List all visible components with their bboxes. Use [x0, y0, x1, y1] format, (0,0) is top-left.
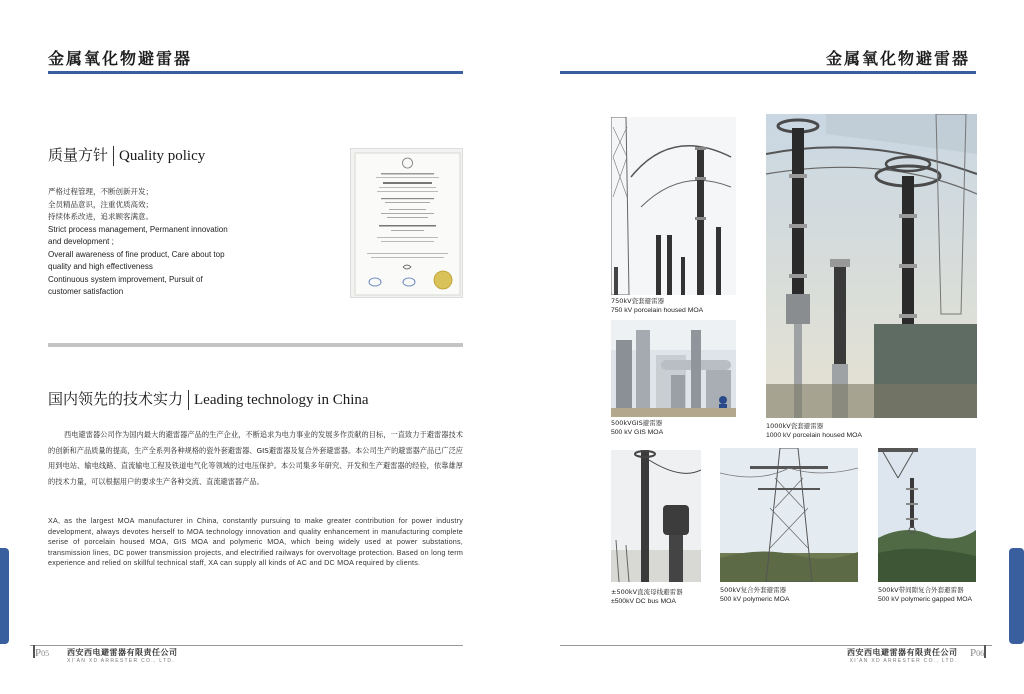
right-header-rule [560, 71, 976, 74]
photo-500kv-polymeric-gapped-moa [878, 448, 976, 582]
photo-tower-graphic [720, 448, 858, 582]
caption-500kv-polymeric [720, 586, 790, 604]
left-page-number [33, 641, 49, 660]
quality-line-en: Continuous system improvement, Pursuit of [48, 274, 203, 284]
caption-500kv-dc [611, 588, 683, 606]
photo-1000kv-graphic [766, 114, 977, 418]
technology-heading-en: Leading technology in China [194, 392, 369, 408]
technology-heading-cn: 国内领先的技术实力 [48, 390, 184, 408]
photo-500kv-dc-bus-moa [611, 450, 701, 582]
quality-line-en: Strict process management, Permanent innovation [48, 224, 228, 234]
quality-heading-en: Quality policy [119, 148, 206, 164]
company-name-cn: 西安西电避雷器有限责任公司 [67, 648, 178, 657]
caption-1000kv [766, 422, 862, 440]
heading-divider [113, 146, 114, 166]
caption-cn: 500kV复合外套避雷器 [720, 586, 787, 594]
caption-500kv-gis [611, 419, 663, 437]
company-name-cn: 西安西电避雷器有限责任公司 [847, 648, 958, 657]
caption-cn: ±500kV直流母线避雷器 [611, 588, 683, 596]
quality-heading-cn: 质量方针 [48, 146, 109, 164]
photo-750kv-graphic [611, 117, 736, 295]
iso-certificate-image [350, 148, 463, 298]
technology-heading [48, 388, 369, 410]
right-page-number [970, 641, 986, 660]
photo-500kv-polymeric-moa [720, 448, 858, 582]
left-side-tab [0, 548, 9, 644]
quality-line-cn: 持续体系改进，追求顾客满意。 [48, 212, 153, 221]
caption-en: 500 kV GIS MOA [611, 429, 664, 436]
page-number: 06 [976, 649, 985, 658]
heading-divider [188, 390, 189, 410]
right-page-title: 金属氧化物避雷器 [826, 49, 971, 68]
quality-line-cn: 严格过程管理，不断创新开发； [48, 187, 153, 196]
right-company [847, 647, 958, 664]
caption-en: 750 kV porcelain housed MOA [611, 307, 704, 314]
caption-en: 500 kV polymeric gapped MOA [878, 596, 973, 603]
quality-line-en: quality and high effectiveness [48, 262, 153, 271]
quality-line-en: customer satisfaction [48, 287, 124, 296]
right-footer-rule [560, 645, 992, 646]
company-name-en: XI'AN XD ARRESTER CO., LTD. [67, 658, 175, 664]
caption-cn: 750kV瓷套避雷器 [611, 297, 665, 305]
quality-line-cn: 全员精品意识，注重优质高效； [48, 199, 153, 209]
caption-cn: 1000kV瓷套避雷器 [766, 422, 824, 430]
photo-1000kv-porcelain-moa [766, 114, 977, 418]
page-number: 05 [41, 649, 50, 658]
left-company [67, 647, 178, 664]
photo-500kv-gis-moa [611, 320, 736, 417]
quality-text [48, 186, 288, 299]
certificate-graphic [351, 149, 464, 299]
right-side-tab [1009, 548, 1024, 644]
left-header-rule [48, 71, 463, 74]
caption-750kv [611, 297, 703, 315]
quality-line-en: Overall awareness of fine product, Care about top [48, 249, 225, 259]
caption-en: 1000 kV porcelain housed MOA [766, 432, 862, 439]
technology-paragraph-cn: 西电避雷器公司作为国内最大的避雷器产品的生产企业，不断追求为电力事业的发展多作贡献的目标，一直致力于避雷器技术的创新和产品质量的提高，生产全系列各种规格的瓷外套避雷器、GIS避雷器及复合外套避雷器。本公司生产的避雷器产品已广泛应用到电站、输电线路、直流输电工程及铁道电气化等领域的过电压保护。本公司集多年研究、开发和生产避雷器的经验，依靠雄厚的技术力量，可以根据用户的要求生产各种交流、直流避雷器产品。 [48, 430, 463, 486]
photo-gis-graphic [611, 320, 736, 417]
page-prefix: P [970, 647, 977, 659]
page-number-bar [984, 645, 986, 658]
caption-cn: 500kV带间隙复合外套避雷器 [878, 586, 964, 594]
caption-en: 500 kV polymeric MOA [720, 596, 790, 603]
technology-paragraph-en: XA, as the largest MOA manufacturer in China, constantly pursuing to make greater contribution for power industry development, always devotes herself to MOA technology innovation and quality enhancement in manufacturing complete serise of porcelain housed MOA, GIS MOA and polymeric MOA, which being widely used at power substations, transmission lines, DC power transmission projects, and electrified railways for overvoltage protection. Based on long term experience and relied on skillful technical staff, XA can supply all kinds of AC and DC MOA required by clients. [48, 516, 463, 567]
caption-cn: 500kVGIS避雷器 [611, 419, 663, 427]
left-page-title: 金属氧化物避雷器 [48, 49, 193, 68]
company-name-en: XI'AN XD ARRESTER CO., LTD. [849, 658, 958, 664]
quality-heading [48, 144, 205, 166]
section-divider [48, 343, 463, 347]
photo-750kv-porcelain-moa [611, 117, 736, 295]
left-footer-rule [30, 645, 463, 646]
photo-gapped-graphic [878, 448, 976, 582]
caption-en: ±500kV DC bus MOA [611, 598, 676, 605]
quality-line-en: and development ; [48, 237, 114, 246]
page-prefix: P [35, 647, 42, 659]
photo-dc-graphic [611, 450, 701, 582]
caption-500kv-gapped [878, 586, 972, 604]
